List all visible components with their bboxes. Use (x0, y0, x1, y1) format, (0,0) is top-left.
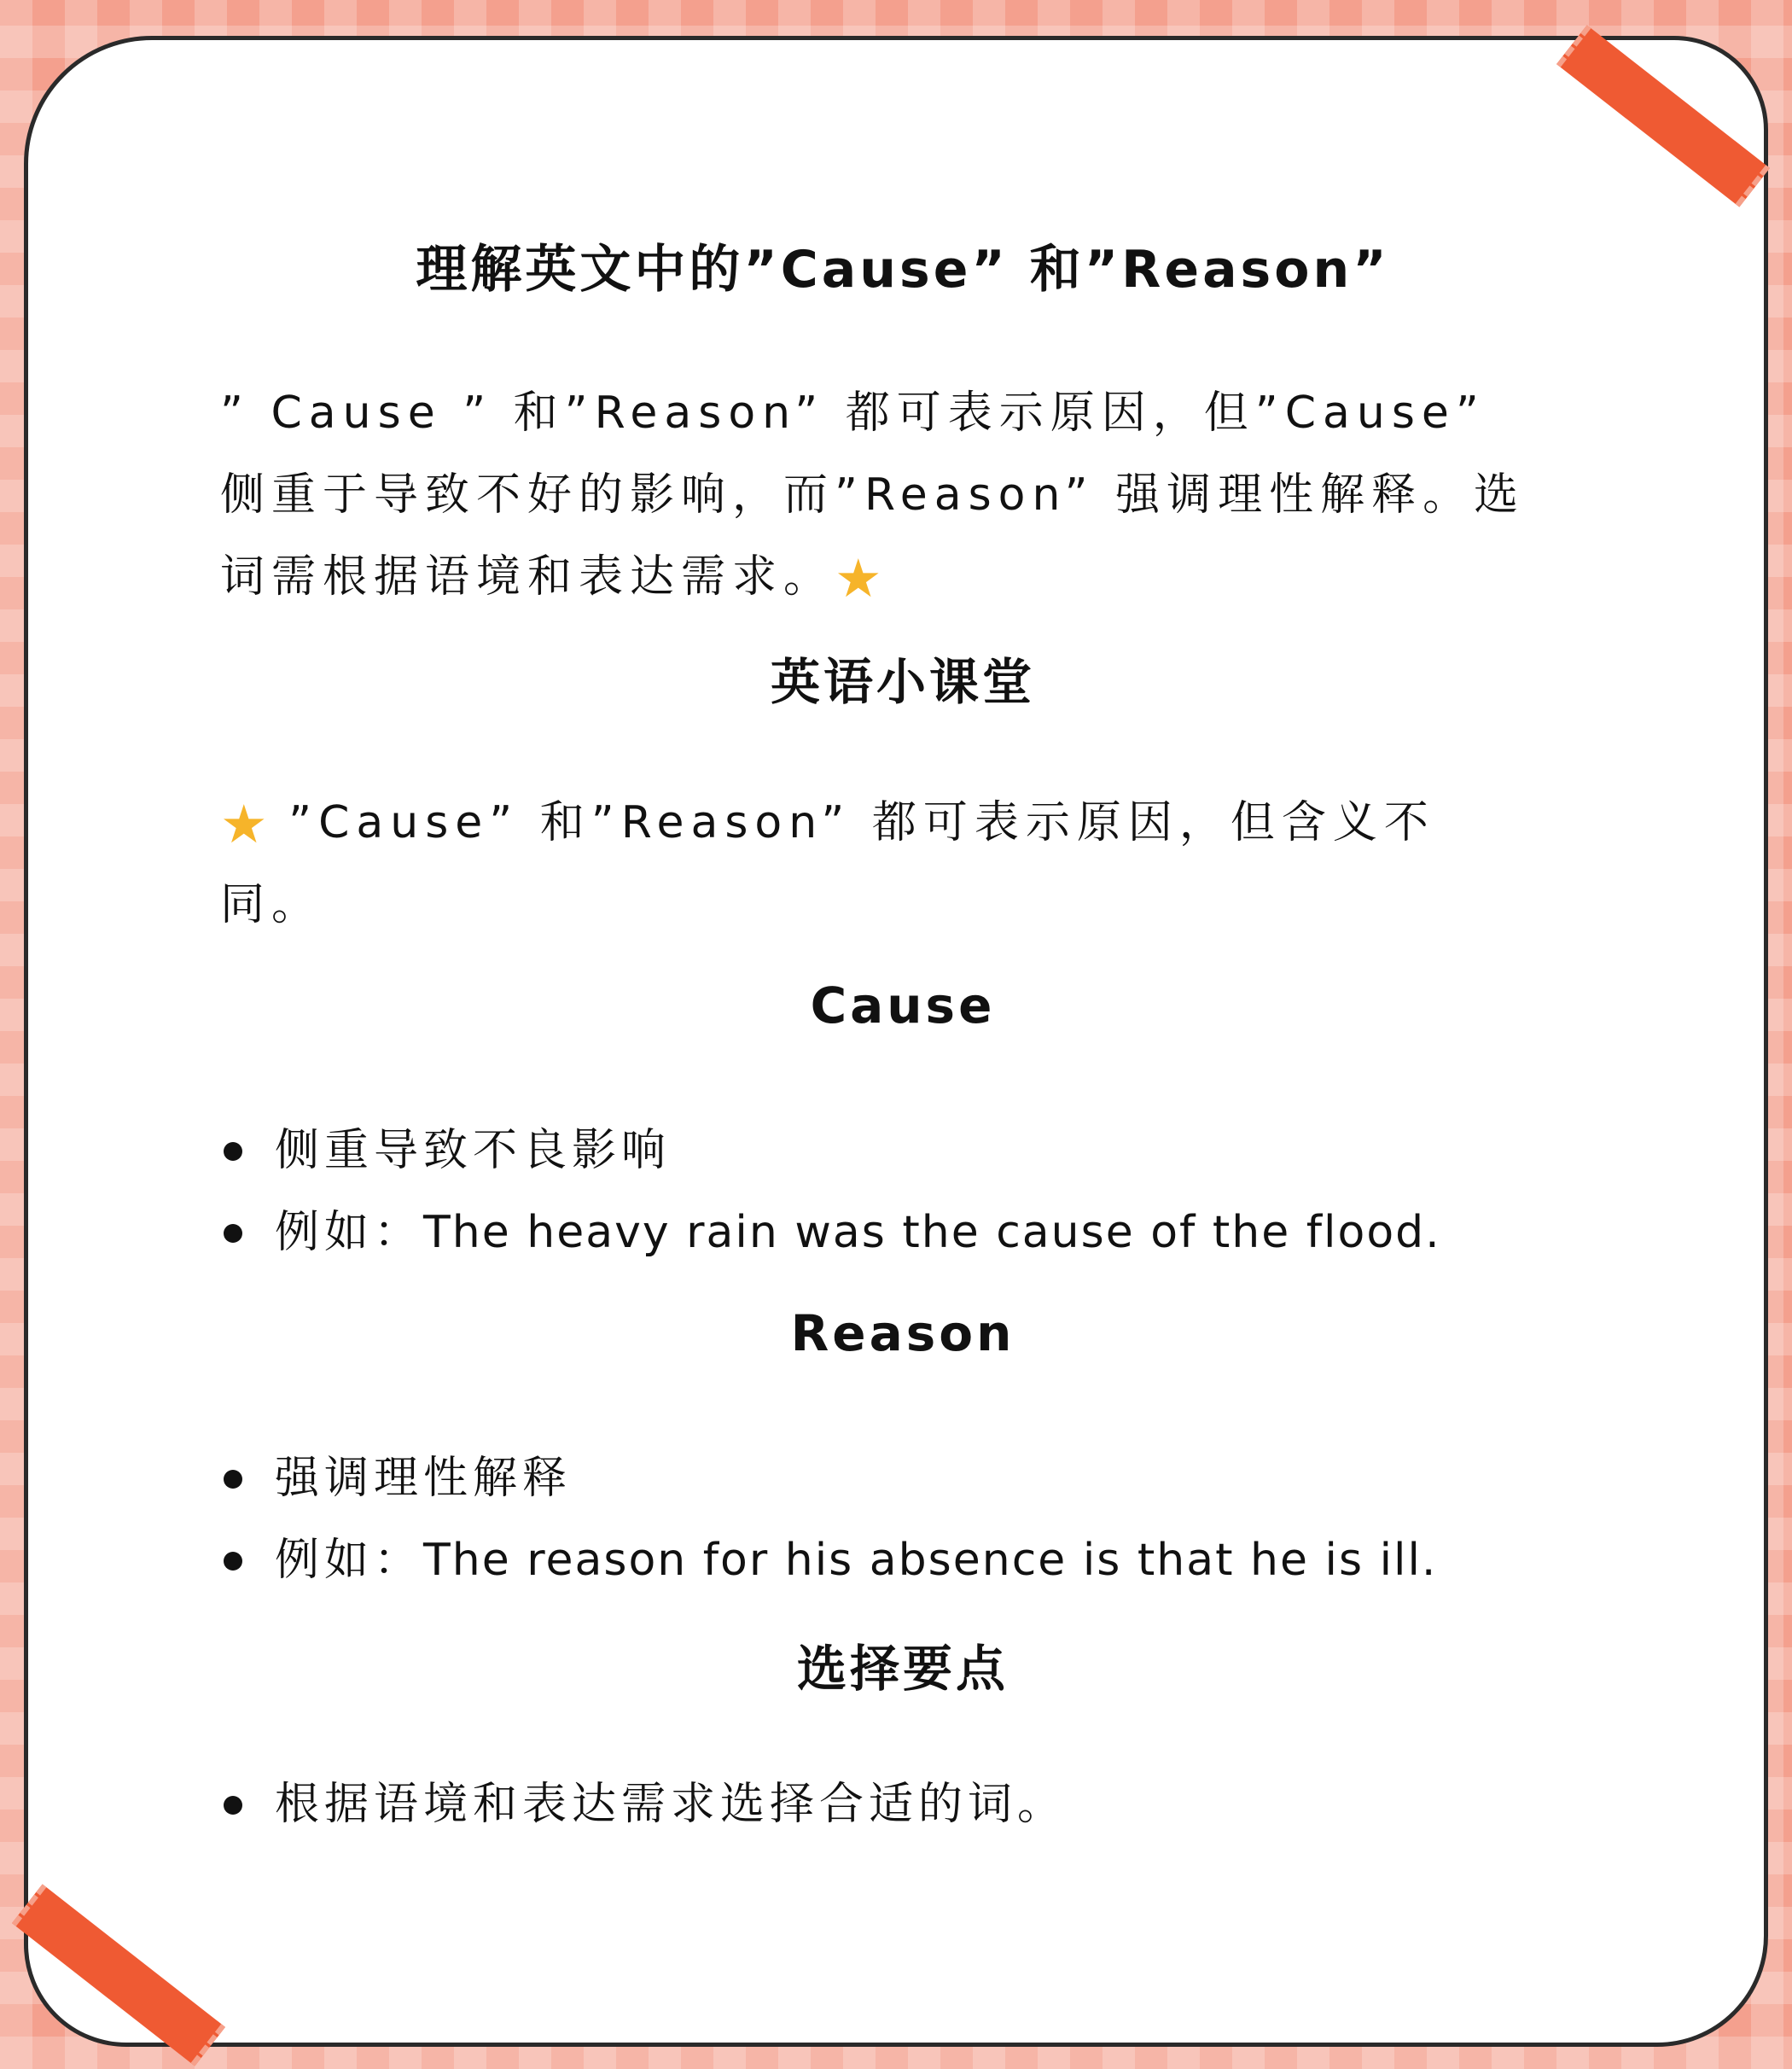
star-icon: ★ (220, 793, 268, 855)
page-title: 理解英文中的”Cause” 和”Reason” (416, 240, 1390, 300)
lesson-heading: 英语小课堂 (770, 653, 1035, 711)
example-label: 例如： (275, 1207, 424, 1258)
tips-list (220, 1763, 1551, 1845)
example-label: 例如： (275, 1535, 424, 1586)
example-sentence: The reason for his absence is that he is ill. (423, 1535, 1438, 1586)
intro-paragraph (220, 372, 1534, 618)
decorative-tape-top (1556, 25, 1770, 207)
list-item (220, 1519, 1551, 1601)
reason-heading: Reason (790, 1304, 1015, 1362)
reason-list (220, 1437, 1551, 1601)
cause-heading: Cause (810, 976, 996, 1034)
cause-list (220, 1110, 1551, 1273)
decorative-tape-bottom (12, 1884, 225, 2066)
list-item: 根据语境和表达需求选择合适的词。 (220, 1763, 1551, 1845)
content-card (24, 36, 1768, 2047)
lesson-lead (220, 782, 1534, 946)
list-item (220, 1192, 1551, 1273)
intro-text: ” Cause ” 和”Reason” 都可表示原因，但”Cause” 侧重于导致不好的影响，而”Reason” 强调理性解释。选词需根据语境和表达需求。 (220, 388, 1526, 603)
list-item: 强调理性解释 (220, 1437, 1551, 1519)
lesson-lead-text: ”Cause” 和”Reason” 都可表示原因，但含义不同。 (220, 797, 1435, 930)
star-icon: ★ (835, 547, 882, 609)
example-sentence: The heavy rain was the cause of the flood. (423, 1207, 1441, 1258)
list-item: 侧重导致不良影响 (220, 1110, 1551, 1192)
tips-heading: 选择要点 (796, 1640, 1009, 1698)
